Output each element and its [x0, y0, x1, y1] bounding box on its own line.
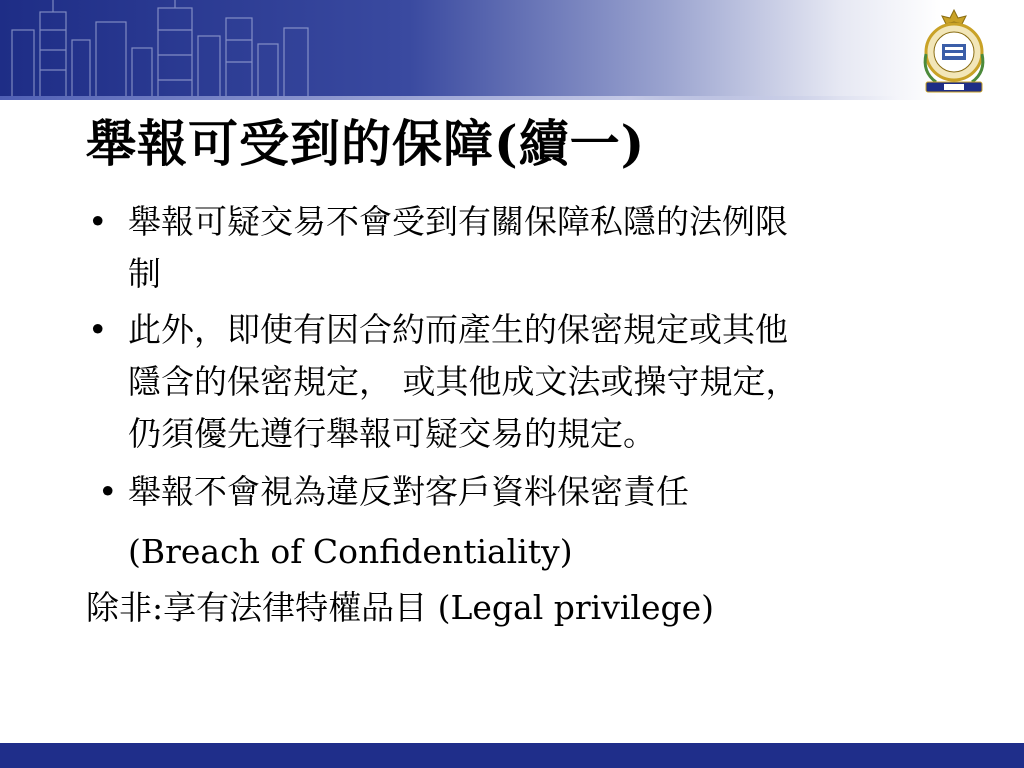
bullet-text-line: 隱含的保密規定， 或其他成文法或操守規定，	[128, 362, 799, 401]
bullet-item-not-breach	[86, 466, 986, 518]
bullet-text-line: 舉報可疑交易不會受到有關保障私隱的法例限	[128, 202, 788, 241]
bullet-text-line: 舉報不會視為違反對客戶資料保密責任	[128, 472, 689, 511]
bullet-item-privacy	[86, 196, 986, 300]
police-crest-emblem	[912, 6, 996, 98]
footer-bar	[0, 743, 1024, 768]
slide-title: 舉報可受到的保障(續一)	[86, 114, 646, 173]
bullet-text-line: 制	[128, 254, 161, 293]
bullet-text-line: 此外，即使有因合約而產生的保密規定或其他	[128, 310, 788, 349]
bullet-marker: •	[88, 310, 108, 349]
bullet-text-line: 仍須優先遵行舉報可疑交易的規定。	[128, 414, 656, 453]
english-note: (Breach of Confidentiality)	[128, 532, 573, 571]
exception-note: 除非:享有法律特權品目 (Legal privilege)	[86, 588, 715, 627]
header-rule	[0, 96, 900, 100]
city-skyline-graphic	[0, 0, 330, 100]
bullet-item-confidentiality-override	[86, 304, 986, 460]
slide-body	[86, 196, 986, 634]
header-banner	[0, 0, 1024, 100]
bullet-marker: •	[98, 472, 118, 511]
bullet-marker: •	[88, 202, 108, 241]
